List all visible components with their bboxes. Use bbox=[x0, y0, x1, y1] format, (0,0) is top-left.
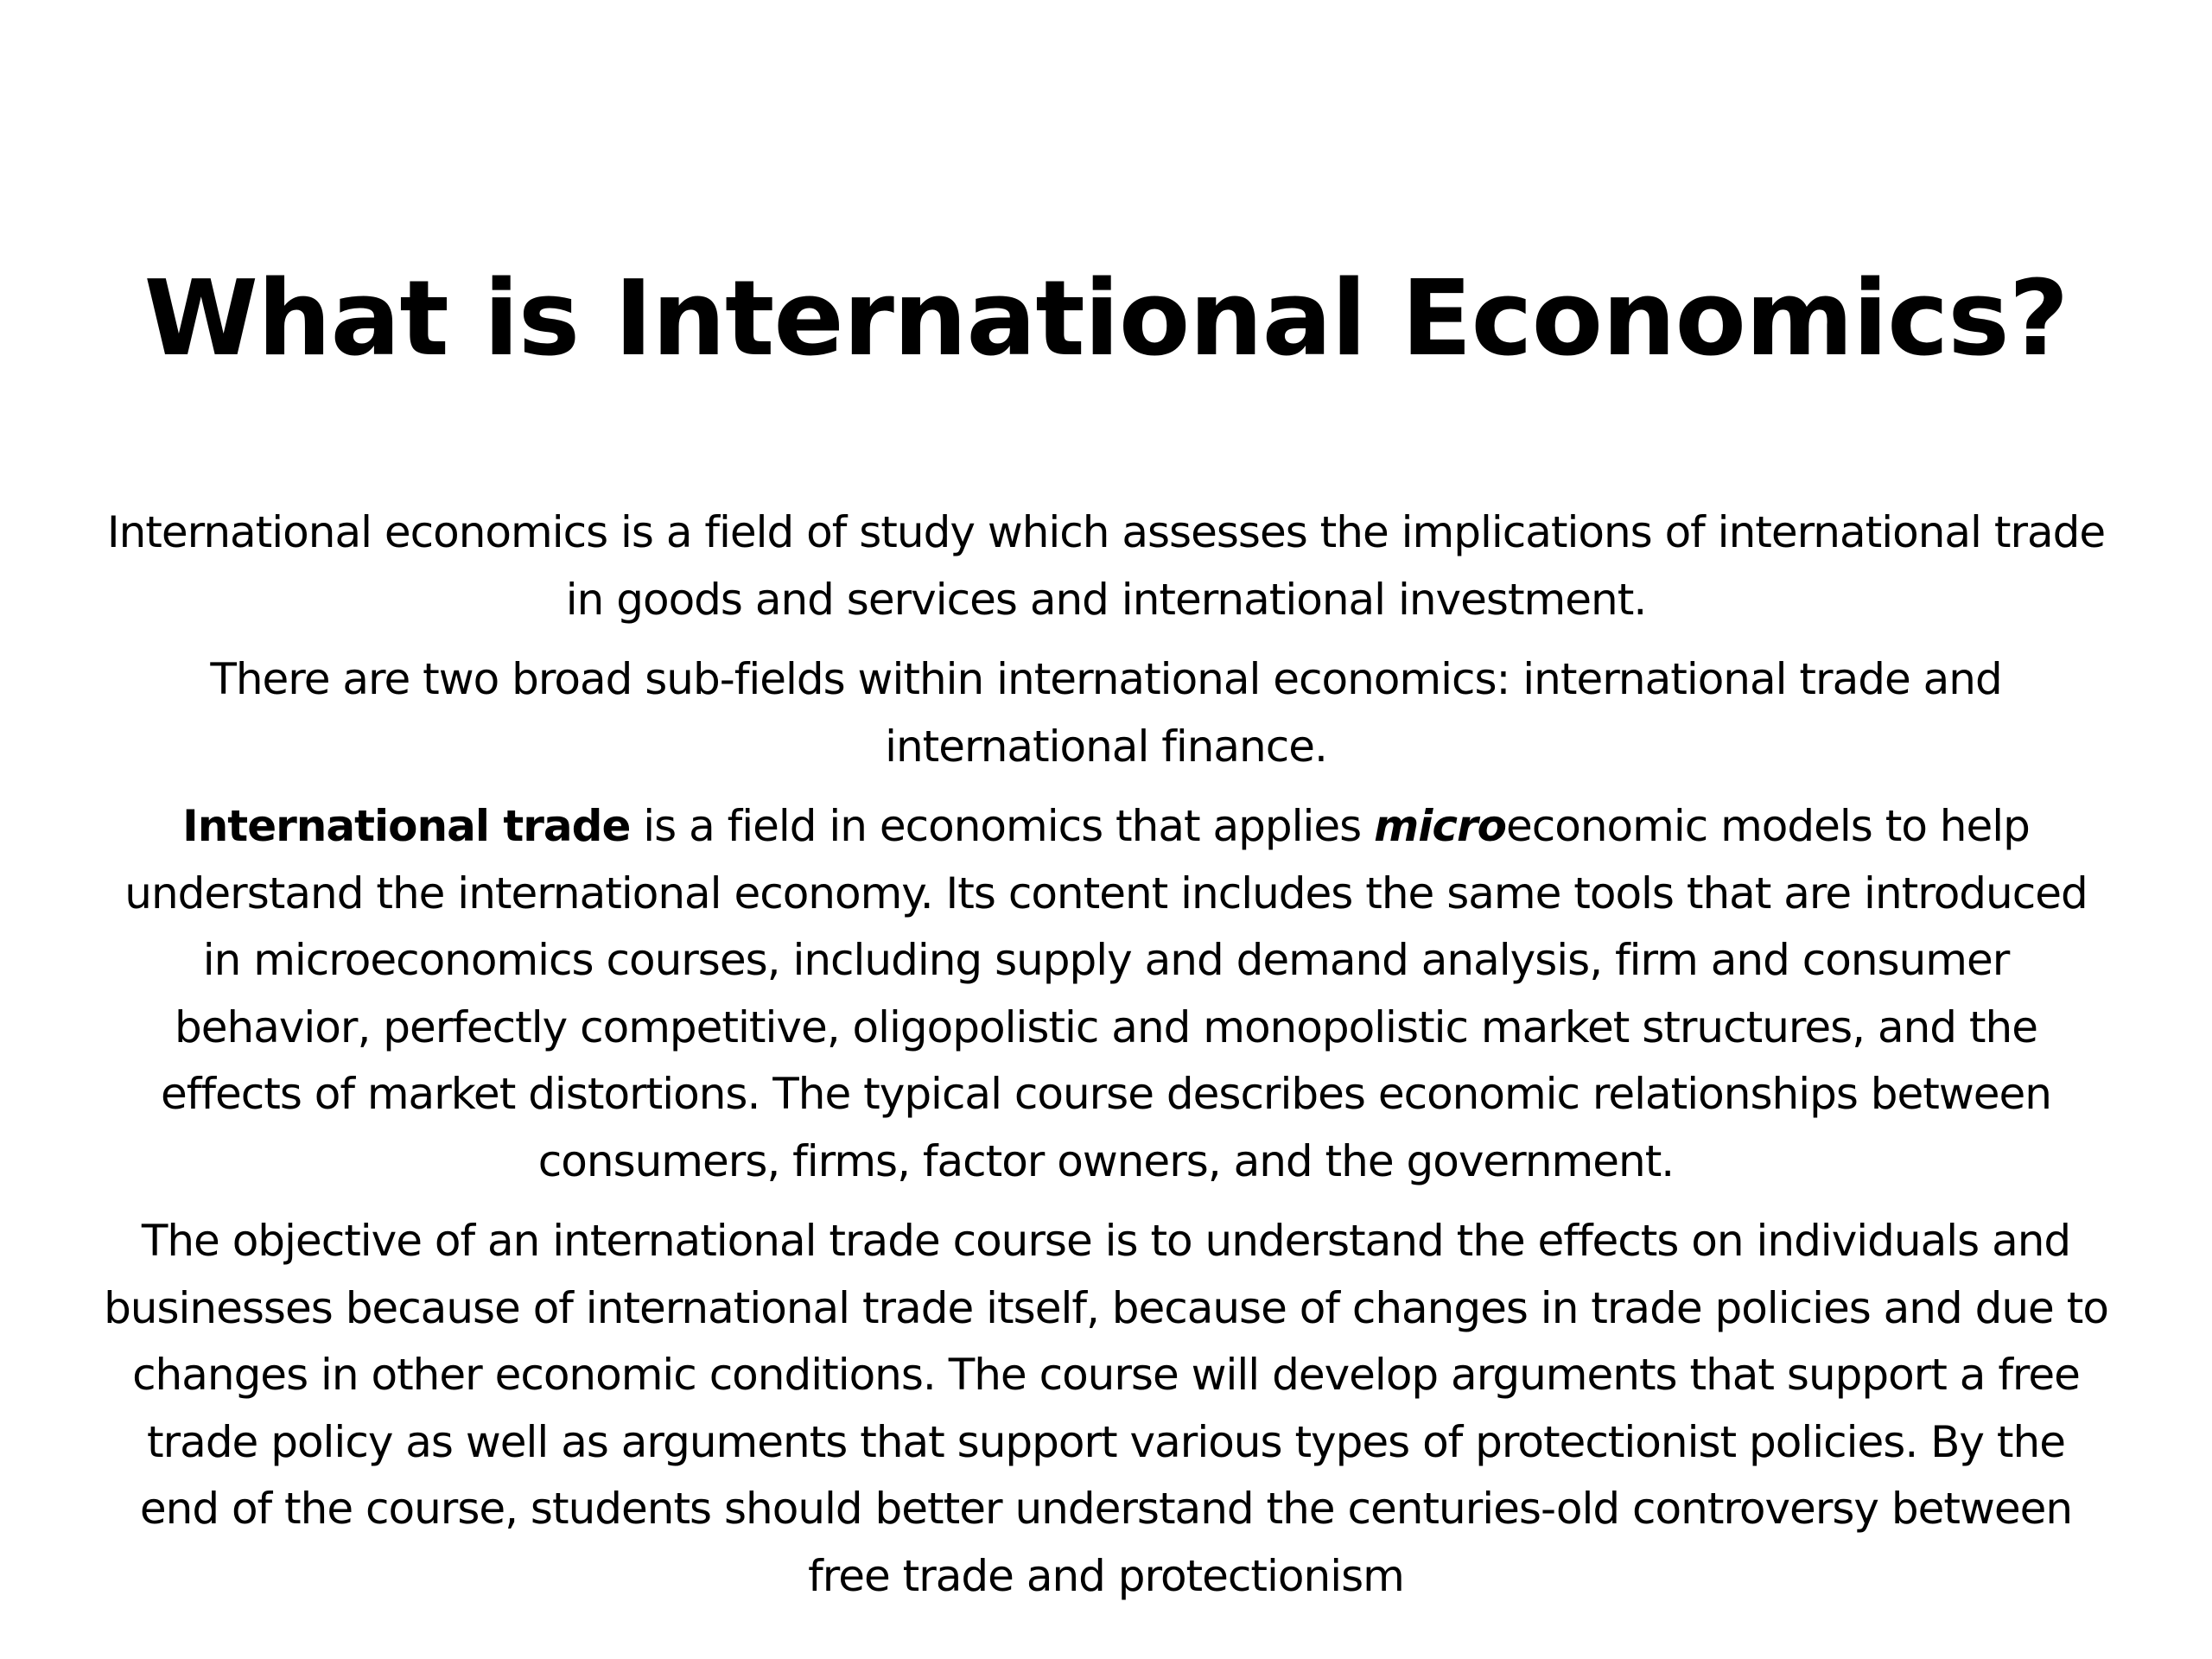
bold-italic-term: micro bbox=[1374, 801, 1506, 851]
paragraph-text: economic models to help understand the international economy. Its content includes the same tools that are introduced in microeconomics courses, including supply and demand analysis, firm and consumer behavior, perfectly competitive, oligopolistic and monopolistic market structures, and the effects of market distortions. The typical course describes economic relationships between consumers, firms, factor owners, and the government. bbox=[124, 801, 2088, 1186]
slide-title: What is International Economics? bbox=[143, 259, 2069, 379]
paragraph-definition: International economics is a field of study which assesses the implications of international trade in goods and services and international investment. bbox=[106, 507, 2106, 625]
paragraph-course-objective: The objective of an international trade course is to understand the effects on individuals and businesses because of international trade itself, because of changes in trade policies and due to changes in other economic conditions. The course will develop arguments that support a free trade policy as well as arguments that support various types of protectionist policies. By the end of the course, students should better understand the centuries-old controversy between free trade and protectionism bbox=[104, 1216, 2108, 1601]
paragraph-text: is a field in economics that applies bbox=[630, 801, 1375, 851]
bold-term: International trade bbox=[182, 801, 631, 851]
paragraph-international-trade bbox=[104, 793, 2108, 1195]
slide-body bbox=[104, 499, 2108, 1623]
paragraph-subfields: There are two broad sub-fields within international economics: international trade and international finance. bbox=[210, 654, 2002, 772]
